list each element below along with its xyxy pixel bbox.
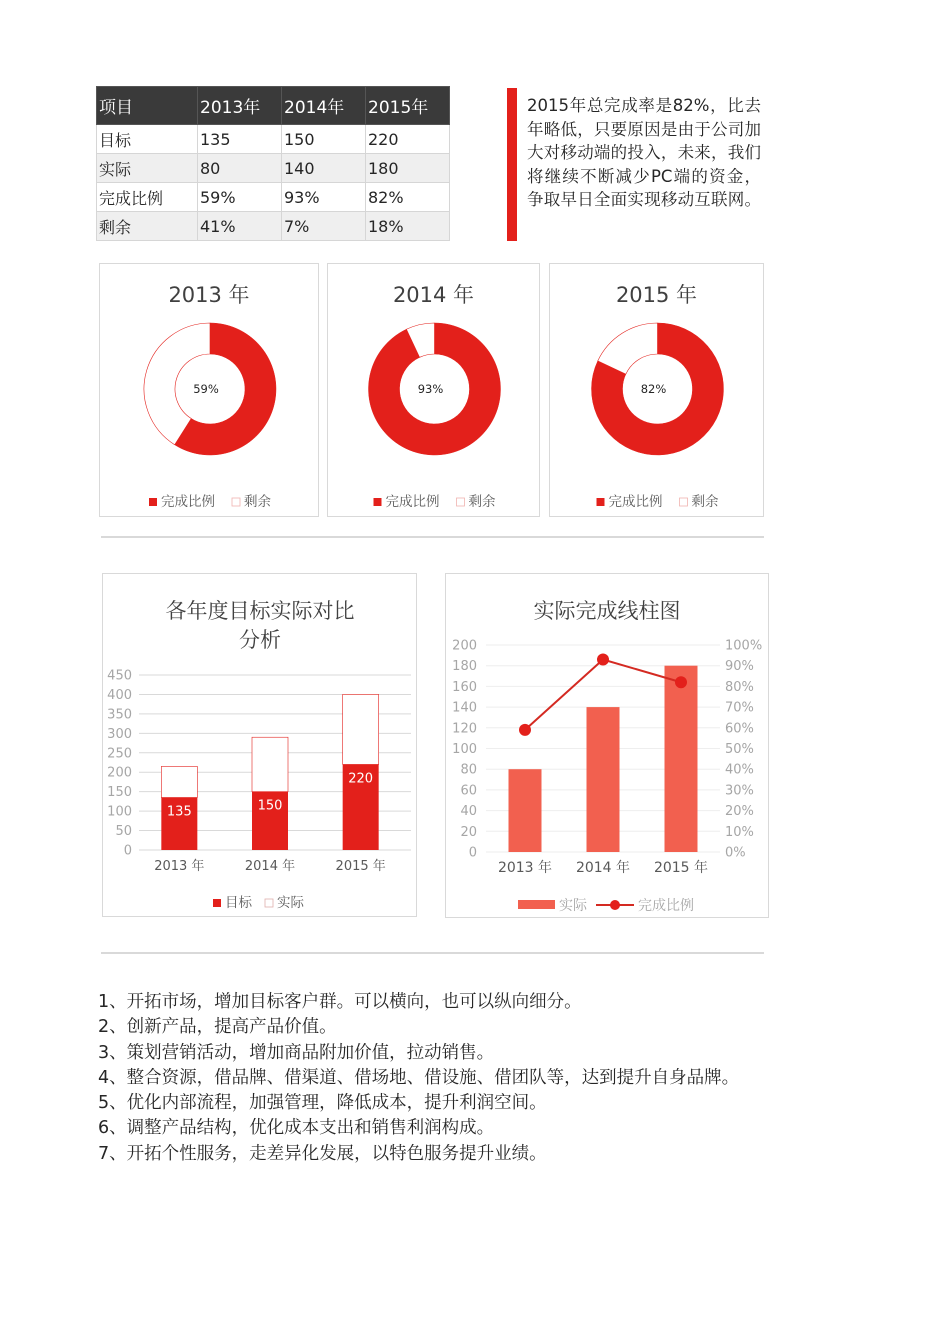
legend-label: 目标 <box>225 895 252 911</box>
y-tick-label: 400 <box>107 687 132 703</box>
y2-tick-label: 30% <box>725 783 754 799</box>
y-tick-label: 0 <box>468 845 477 861</box>
legend-marker <box>610 900 620 910</box>
table-cell: 59% <box>198 183 282 212</box>
list-item: 7、开拓个性服务，走差异化发展，以特色服务提升业绩。 <box>98 1143 547 1164</box>
chart-title: 2014 年 <box>392 283 475 307</box>
list-item: 4、整合资源，借品牌、借渠道、借场地、借设施、借团队等，达到提升自身品牌。 <box>98 1067 740 1088</box>
chart-title: 实际完成线柱图 <box>533 599 681 623</box>
y-tick-label: 160 <box>452 679 477 695</box>
y-tick-label: 200 <box>107 765 132 781</box>
data-label: 93% <box>417 382 444 396</box>
combo-chart-panel <box>445 573 769 918</box>
table-row <box>97 212 450 241</box>
list-item: 5、优化内部流程，加强管理，降低成本，提升利润空间。 <box>98 1093 547 1114</box>
y2-tick-label: 100% <box>725 638 763 654</box>
stacked-bar-chart <box>103 574 416 916</box>
y2-tick-label: 50% <box>725 742 754 757</box>
list-item: 1、开拓市场，增加目标客户群。可以横向，也可以纵向细分。 <box>98 992 582 1012</box>
x-tick-label: 2014 年 <box>575 860 631 876</box>
bar-actual <box>343 694 379 764</box>
y-tick-label: 200 <box>452 638 477 654</box>
table-cell: 80 <box>198 154 282 183</box>
y2-tick-label: 20% <box>725 804 754 820</box>
legend-swatch <box>518 900 555 909</box>
table-cell: 完成比例 <box>97 183 198 212</box>
y-tick-label: 180 <box>452 659 477 675</box>
legend-swatch <box>457 498 465 506</box>
legend-label: 完成比例 <box>608 494 663 510</box>
list-item: 6、调整产品结构，优化成本支出和销售利润构成。 <box>98 1118 495 1139</box>
legend-label: 完成比例 <box>385 494 440 510</box>
table-cell: 实际 <box>97 154 198 183</box>
section-divider <box>101 536 764 538</box>
table-row <box>97 125 450 154</box>
doughnut-panel-2015 <box>549 263 764 517</box>
table-cell: 7% <box>282 212 366 241</box>
y2-tick-label: 10% <box>725 824 754 840</box>
legend-label: 完成比例 <box>638 898 694 914</box>
x-tick-label: 2015 年 <box>335 859 386 874</box>
doughnut-chart-2015 <box>550 264 763 516</box>
legend-swatch <box>265 899 273 907</box>
line-point <box>597 653 609 665</box>
doughnut-chart-2014 <box>328 264 539 516</box>
legend-label: 实际 <box>559 898 587 914</box>
x-tick-label: 2015 年 <box>653 860 709 876</box>
table-header-cell: 2013年 <box>198 87 282 125</box>
table-cell: 93% <box>282 183 366 212</box>
chart-title: 各年度目标实际对比 <box>165 599 355 623</box>
table-cell: 剩余 <box>97 212 198 241</box>
table-cell: 目标 <box>97 125 198 154</box>
table-cell: 82% <box>366 183 450 212</box>
doughnut-panel-2013 <box>99 263 319 517</box>
legend-swatch <box>374 498 382 506</box>
list-item: 3、策划营销活动，增加商品附加价值，拉动销售。 <box>98 1042 495 1063</box>
table-header-row <box>97 87 450 125</box>
list-item: 2、创新产品，提高产品价值。 <box>98 1017 337 1038</box>
y-tick-label: 60 <box>460 783 477 799</box>
legend-swatch <box>680 498 688 506</box>
y-tick-label: 350 <box>107 707 132 723</box>
table-cell: 135 <box>198 125 282 154</box>
table-header-cell: 项目 <box>97 87 198 125</box>
table-cell: 150 <box>282 125 366 154</box>
y-tick-label: 80 <box>460 762 477 778</box>
y-tick-label: 0 <box>123 843 132 859</box>
table-row <box>97 154 450 183</box>
data-label: 150 <box>257 798 283 814</box>
y-tick-label: 300 <box>107 726 132 742</box>
bar-actual <box>665 666 698 852</box>
y-tick-label: 250 <box>107 746 132 762</box>
data-label: 220 <box>348 771 374 787</box>
y-tick-label: 450 <box>107 668 132 684</box>
bar-actual <box>587 707 620 852</box>
bar-actual <box>509 769 542 852</box>
y-tick-label: 100 <box>452 742 477 757</box>
data-table <box>96 86 450 241</box>
table-cell: 18% <box>366 212 450 241</box>
y2-tick-label: 40% <box>725 762 754 778</box>
chart-title: 2015 年 <box>615 283 698 307</box>
table-cell: 180 <box>366 154 450 183</box>
y-tick-label: 150 <box>107 785 132 801</box>
x-tick-label: 2013 年 <box>497 860 553 876</box>
table-cell: 41% <box>198 212 282 241</box>
action-list <box>98 990 778 1167</box>
y-tick-label: 40 <box>460 804 477 820</box>
y-tick-label: 100 <box>107 804 132 820</box>
summary-note: 2015年总完成率是82%，比去年略低，只要原因是由于公司加大对移动端的投入，未来，我们将继续不断减少PC端的资金，争取早日全面实现移动互联网。 <box>527 96 761 209</box>
combo-bar-line-chart <box>446 574 768 917</box>
legend-label: 剩余 <box>468 494 496 510</box>
legend-label: 完成比例 <box>161 494 215 510</box>
legend-swatch <box>597 498 605 506</box>
y-tick-label: 20 <box>460 824 477 840</box>
table-row <box>97 183 450 212</box>
table-cell: 220 <box>366 125 450 154</box>
y-tick-label: 140 <box>452 700 477 716</box>
y-tick-label: 50 <box>115 824 132 840</box>
chart-title: 2013 年 <box>168 283 250 307</box>
legend-label: 剩余 <box>691 494 719 510</box>
data-label: 135 <box>166 804 192 820</box>
bar-actual <box>252 737 288 791</box>
bar-actual <box>161 766 197 797</box>
x-tick-label: 2013 年 <box>154 859 205 874</box>
y2-tick-label: 60% <box>725 721 754 737</box>
doughnut-panel-2014 <box>327 263 540 517</box>
y2-tick-label: 90% <box>725 659 754 675</box>
chart-title: 分析 <box>239 628 281 652</box>
note-accent-bar <box>507 88 517 241</box>
table-header-cell: 2014年 <box>282 87 366 125</box>
legend-label: 实际 <box>277 895 304 911</box>
x-tick-label: 2014 年 <box>244 859 296 874</box>
line-point <box>519 724 531 736</box>
line-point <box>675 676 687 688</box>
y-tick-label: 120 <box>452 721 477 737</box>
table-header-cell: 2015年 <box>366 87 450 125</box>
stacked-bar-panel <box>102 573 417 917</box>
legend-swatch <box>149 498 157 506</box>
doughnut-chart-2013 <box>100 264 318 516</box>
data-label: 82% <box>640 382 667 396</box>
y2-tick-label: 80% <box>725 679 754 695</box>
legend-swatch <box>232 498 240 506</box>
section-divider <box>101 952 764 954</box>
legend-swatch <box>213 899 221 907</box>
table-cell: 140 <box>282 154 366 183</box>
y2-tick-label: 0% <box>725 845 746 861</box>
y2-tick-label: 70% <box>725 700 754 716</box>
legend-label: 剩余 <box>244 494 271 510</box>
data-label: 59% <box>193 382 219 396</box>
